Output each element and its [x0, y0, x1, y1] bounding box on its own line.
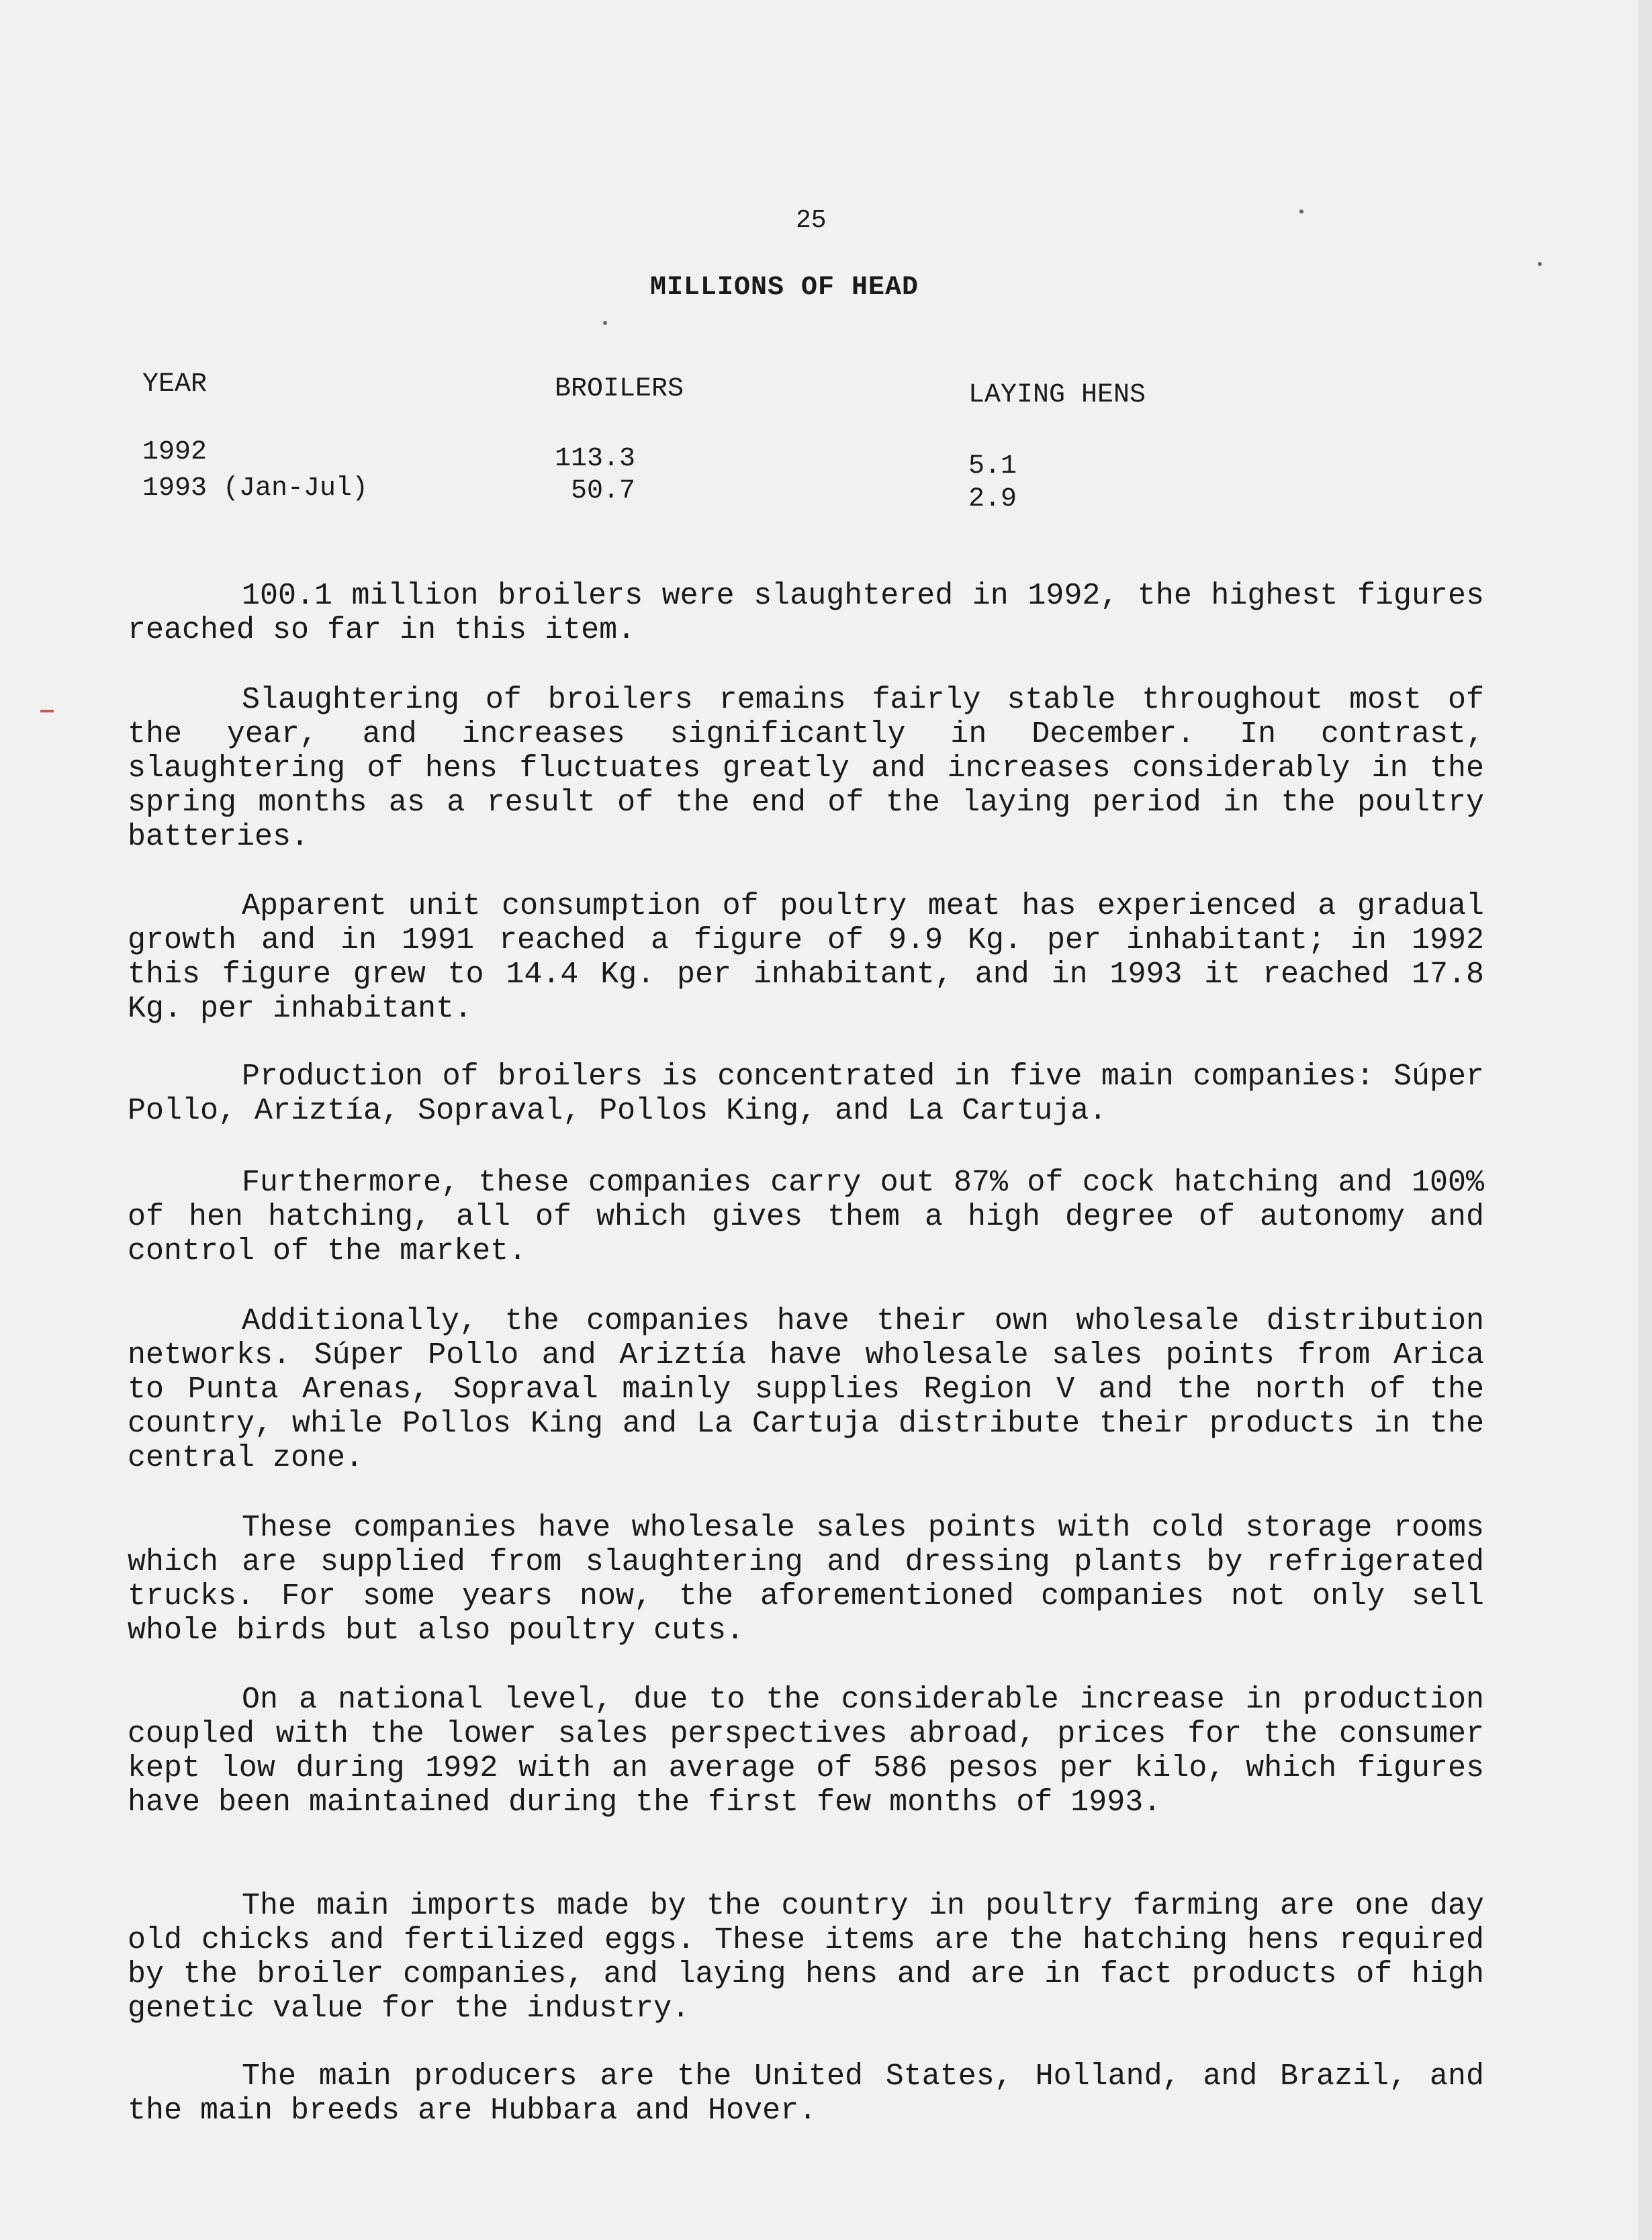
table-cell-broilers: 50.7: [571, 476, 636, 506]
column-header-year: YEAR: [142, 369, 208, 400]
paragraph: Apparent unit consumption of poultry meat has experienced a gradual growth and in 1991 reached a figure of 9.9 Kg. per inhabitant; in 1992 this figure grew to 14.4 Kg. per inhabitant, and in 1993 it reached 17.8 Kg. per inhabitant.: [128, 889, 1484, 1026]
table-cell-laying-hens: 5.1: [968, 451, 1017, 481]
paragraph: Additionally, the companies have their own wholesale distribution networks. Súper Pollo and Ariztía have wholesale sales points from Arica to Punta Arenas, Sopraval mainly supplies Region V and the north of the country, while Pollos King and La Cartuja distribute their products in the central zone.: [128, 1304, 1484, 1475]
speck: [1299, 209, 1303, 214]
column-header-laying-hens: LAYING HENS: [968, 380, 1146, 410]
speck: [1538, 262, 1542, 266]
table-cell-year: 1992: [142, 437, 208, 467]
paragraph: Furthermore, these companies carry out 87% of cock hatching and 100% of hen hatching, all of which gives them a high degree of autonomy and control of the market.: [128, 1166, 1484, 1268]
paragraph: The main imports made by the country in poultry farming are one day old chicks and fertilized eggs. These items are the hatching hens required by the broiler companies, and laying hens and are in fact products of high genetic value for the industry.: [128, 1889, 1484, 2026]
paragraph: Production of broilers is concentrated in five main companies: Súper Pollo, Ariztía, Sopraval, Pollos King, and La Cartuja.: [128, 1060, 1484, 1128]
speck: [603, 321, 607, 325]
table-heading: MILLIONS OF HEAD: [650, 273, 919, 303]
paragraph: On a national level, due to the considerable increase in production coupled with the lower sales perspectives abroad, prices for the consumer kept low during 1992 with an average of 586 pesos per kilo, which figures have been maintained during the first few months of 1993.: [128, 1683, 1484, 1820]
table-cell-year: 1993 (Jan-Jul): [142, 473, 369, 504]
table-cell-laying-hens: 2.9: [968, 484, 1017, 514]
paragraph: These companies have wholesale sales points with cold storage rooms which are supplied from slaughtering and dressing plants by refrigerated trucks. For some years now, the aforementioned companies not only sell whole birds but also poultry cuts.: [128, 1511, 1484, 1648]
paragraph: Slaughtering of broilers remains fairly stable throughout most of the year, and increases significantly in December. In contrast, slaughtering of hens fluctuates greatly and increases considerably in the spring months as a result of the end of the laying period in the poultry batteries.: [128, 683, 1484, 854]
paragraph: The main producers are the United States, Holland, and Brazil, and the main breeds are Hubbara and Hover.: [128, 2059, 1484, 2128]
paragraph: 100.1 million broilers were slaughtered in 1992, the highest figures reached so far in this item.: [128, 579, 1484, 647]
column-header-broilers: BROILERS: [555, 374, 684, 404]
page-number: 25: [796, 206, 827, 235]
table-cell-broilers: 113.3: [555, 444, 636, 474]
margin-mark: [40, 710, 54, 712]
